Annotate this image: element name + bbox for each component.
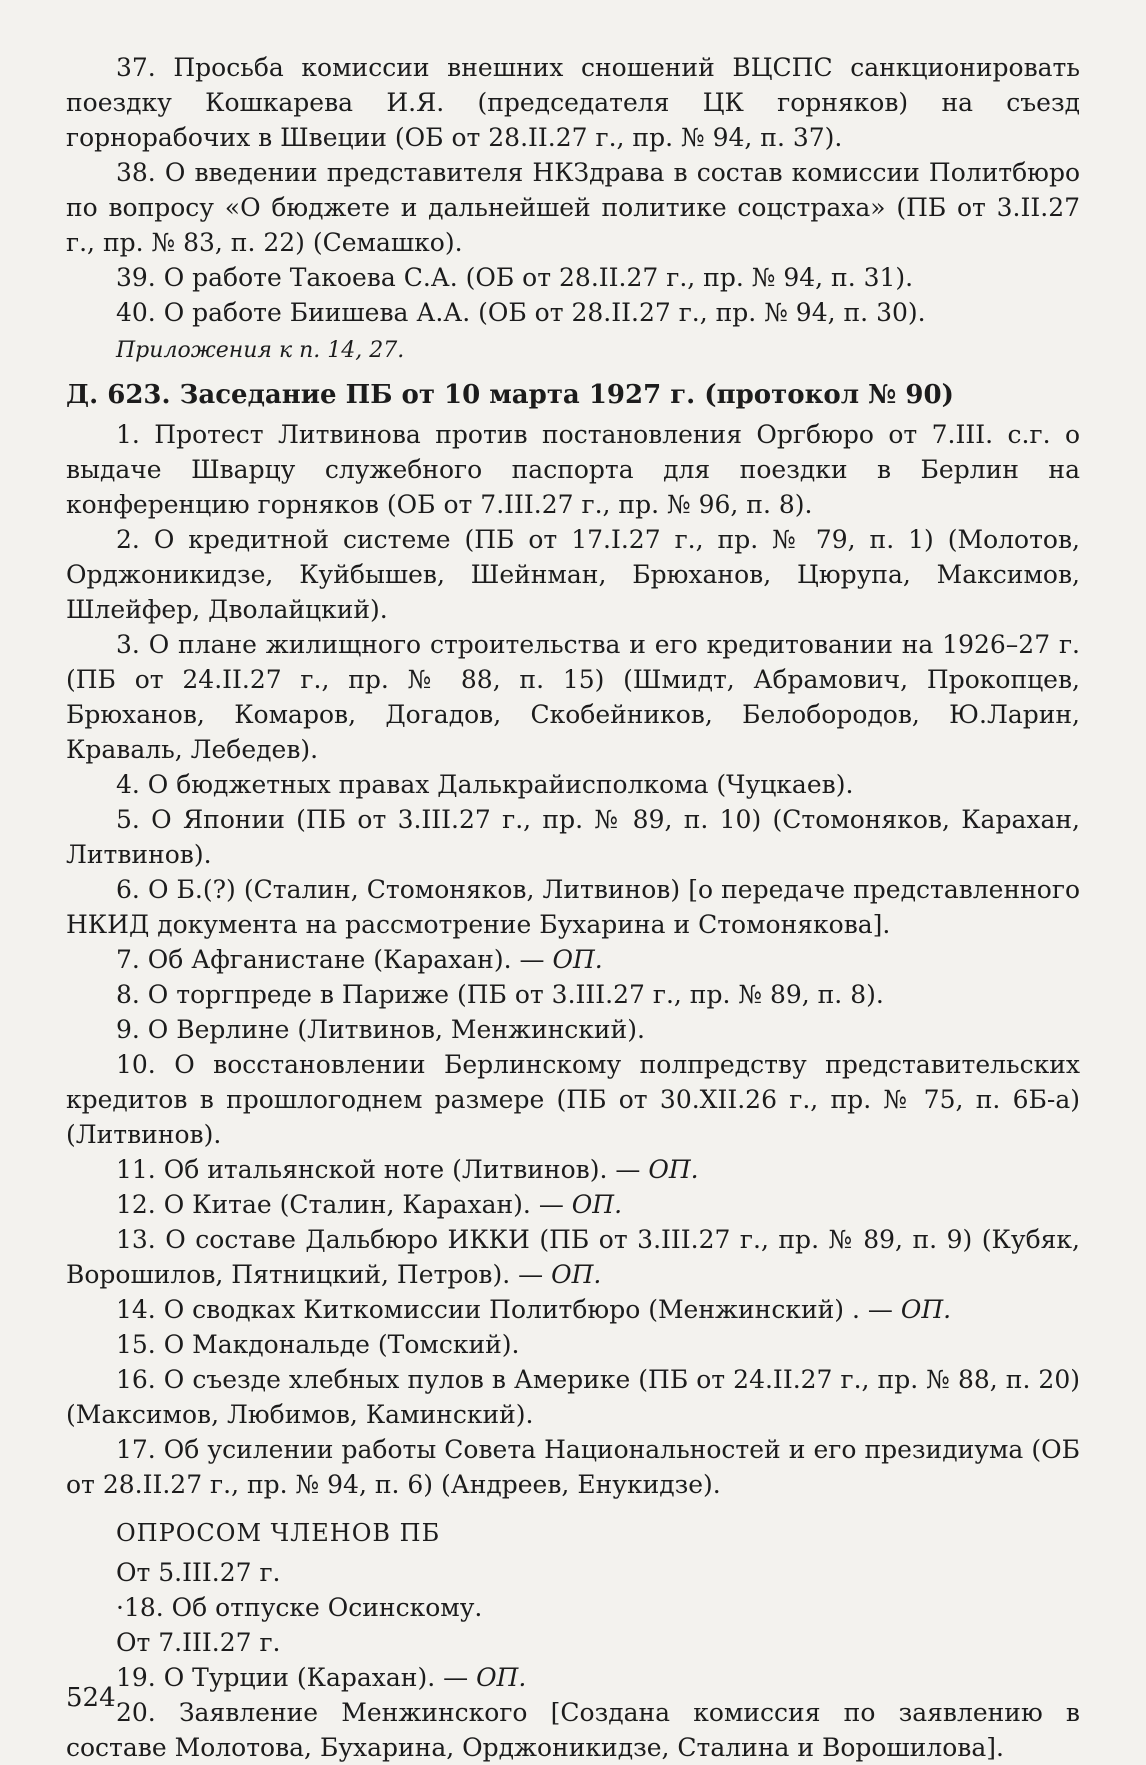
list-item: 19. О Турции (Карахан). — ОП. — [116, 1663, 527, 1692]
list-item: 20. Заявление Менжинского [Создана комиссия по заявлению в составе Молотова, Бухарина, Орджоникидзе, Сталина и Ворошилова]. — [66, 1698, 1080, 1762]
list-item: 17. Об усилении работы Совета Национальностей и его президиума (ОБ от 28.II.27 г., пр. № 94, п. 6) (Андреев, Енукидзе). — [66, 1435, 1080, 1499]
list-item: 1. Протест Литвинова против постановления Оргбюро от 7.III. с.г. о выдаче Шварцу служебного паспорта для поездки в Берлин на конференцию горняков (ОБ от 7.III.27 г., пр. № 96, п. 8). — [66, 420, 1080, 519]
list-item: 40. О работе Биишева А.А. (ОБ от 28.II.27 г., пр. № 94, п. 30). — [116, 298, 926, 327]
list-item: 2. О кредитной системе (ПБ от 17.I.27 г., пр. № 79, п. 1) (Молотов, Орджоникидзе, Куйбышев, Шейнман, Брюханов, Цюрупа, Максимов, Шлейфер, Дволайцкий). — [66, 525, 1080, 624]
section-heading: Д. 623. Заседание ПБ от 10 марта 1927 г. (протокол № 90) — [66, 380, 954, 410]
list-item: 3. О плане жилищного строительства и его кредитовании на 1926–27 г. (ПБ от 24.II.27 г., пр. № 88, п. 15) (Шмидт, Абрамович, Прокопцев, Брюханов, Комаров, Догадов, Скобейников, Белобородов, Ю.Ларин, Краваль, Лебедев). — [66, 630, 1080, 764]
list-item: 9. О Верлине (Литвинов, Менжинский). — [116, 1015, 645, 1044]
list-item: 12. О Китае (Сталин, Карахан). — ОП. — [116, 1190, 623, 1219]
list-item: 5. О Японии (ПБ от 3.III.27 г., пр. № 89, п. 10) (Стомоняков, Карахан, Литвинов). — [66, 805, 1080, 869]
list-item: 14. О сводках Киткомиссии Политбюро (Менжинский) . — ОП. — [116, 1295, 952, 1324]
list-item: 4. О бюджетных правах Далькрайисполкома (Чуцкаев). — [116, 770, 854, 799]
list-item: 38. О введении представителя НКЗдрава в состав комиссии Политбюро по вопросу «О бюджете и дальнейшей политике соцстраха» (ПБ от 3.II.27 г., пр. № 83, п. 22) (Семашко). — [66, 158, 1080, 257]
list-item: 11. Об итальянской ноте (Литвинов). — ОП. — [116, 1155, 699, 1184]
appendix-note: Приложения к п. 14, 27. — [116, 338, 405, 363]
list-item: ·18. Об отпуске Осинскому. — [116, 1593, 483, 1622]
list-item: 37. Просьба комиссии внешних сношений ВЦСПС санкционировать поездку Кошкарева И.Я. (председателя ЦК горняков) на съезд горнорабочих в Швеции (ОБ от 28.II.27 г., пр. № 94, п. 37). — [66, 53, 1080, 152]
poll-items — [66, 1555, 1080, 1765]
page-number: 524 — [66, 1683, 116, 1713]
list-item: 13. О составе Дальбюро ИККИ (ПБ от 3.III.27 г., пр. № 89, п. 9) (Кубяк, Ворошилов, Пятницкий, Петров). — ОП. — [66, 1225, 1080, 1289]
list-item: 16. О съезде хлебных пулов в Америке (ПБ от 24.II.27 г., пр. № 88, п. 20) (Максимов, Любимов, Каминский). — [66, 1365, 1080, 1429]
list-item: 7. Об Афганистане (Карахан). — ОП. — [116, 945, 603, 974]
poll-date: От 7.III.27 г. — [116, 1628, 281, 1657]
list-item: 10. О восстановлении Берлинскому полпредству представительских кредитов в прошлогоднем размере (ПБ от 30.XII.26 г., пр. № 75, п. 6Б-а) (Литвинов). — [66, 1050, 1080, 1149]
items-top — [66, 50, 1080, 330]
poll-date: От 5.III.27 г. — [116, 1558, 281, 1587]
list-item: 39. О работе Такоева С.А. (ОБ от 28.II.27 г., пр. № 94, п. 31). — [116, 263, 914, 292]
list-item: 6. О Б.(?) (Сталин, Стомоняков, Литвинов) [о передаче представленного НКИД документа на рассмотрение Бухарина и Стомонякова]. — [66, 875, 1080, 939]
list-item: 15. О Макдональде (Томский). — [116, 1330, 520, 1359]
list-item: 8. О торгпреде в Париже (ПБ от 3.III.27 г., пр. № 89, п. 8). — [116, 980, 884, 1009]
poll-section-title: ОПРОСОМ ЧЛЕНОВ ПБ — [116, 1519, 441, 1547]
items-main — [66, 417, 1080, 1502]
